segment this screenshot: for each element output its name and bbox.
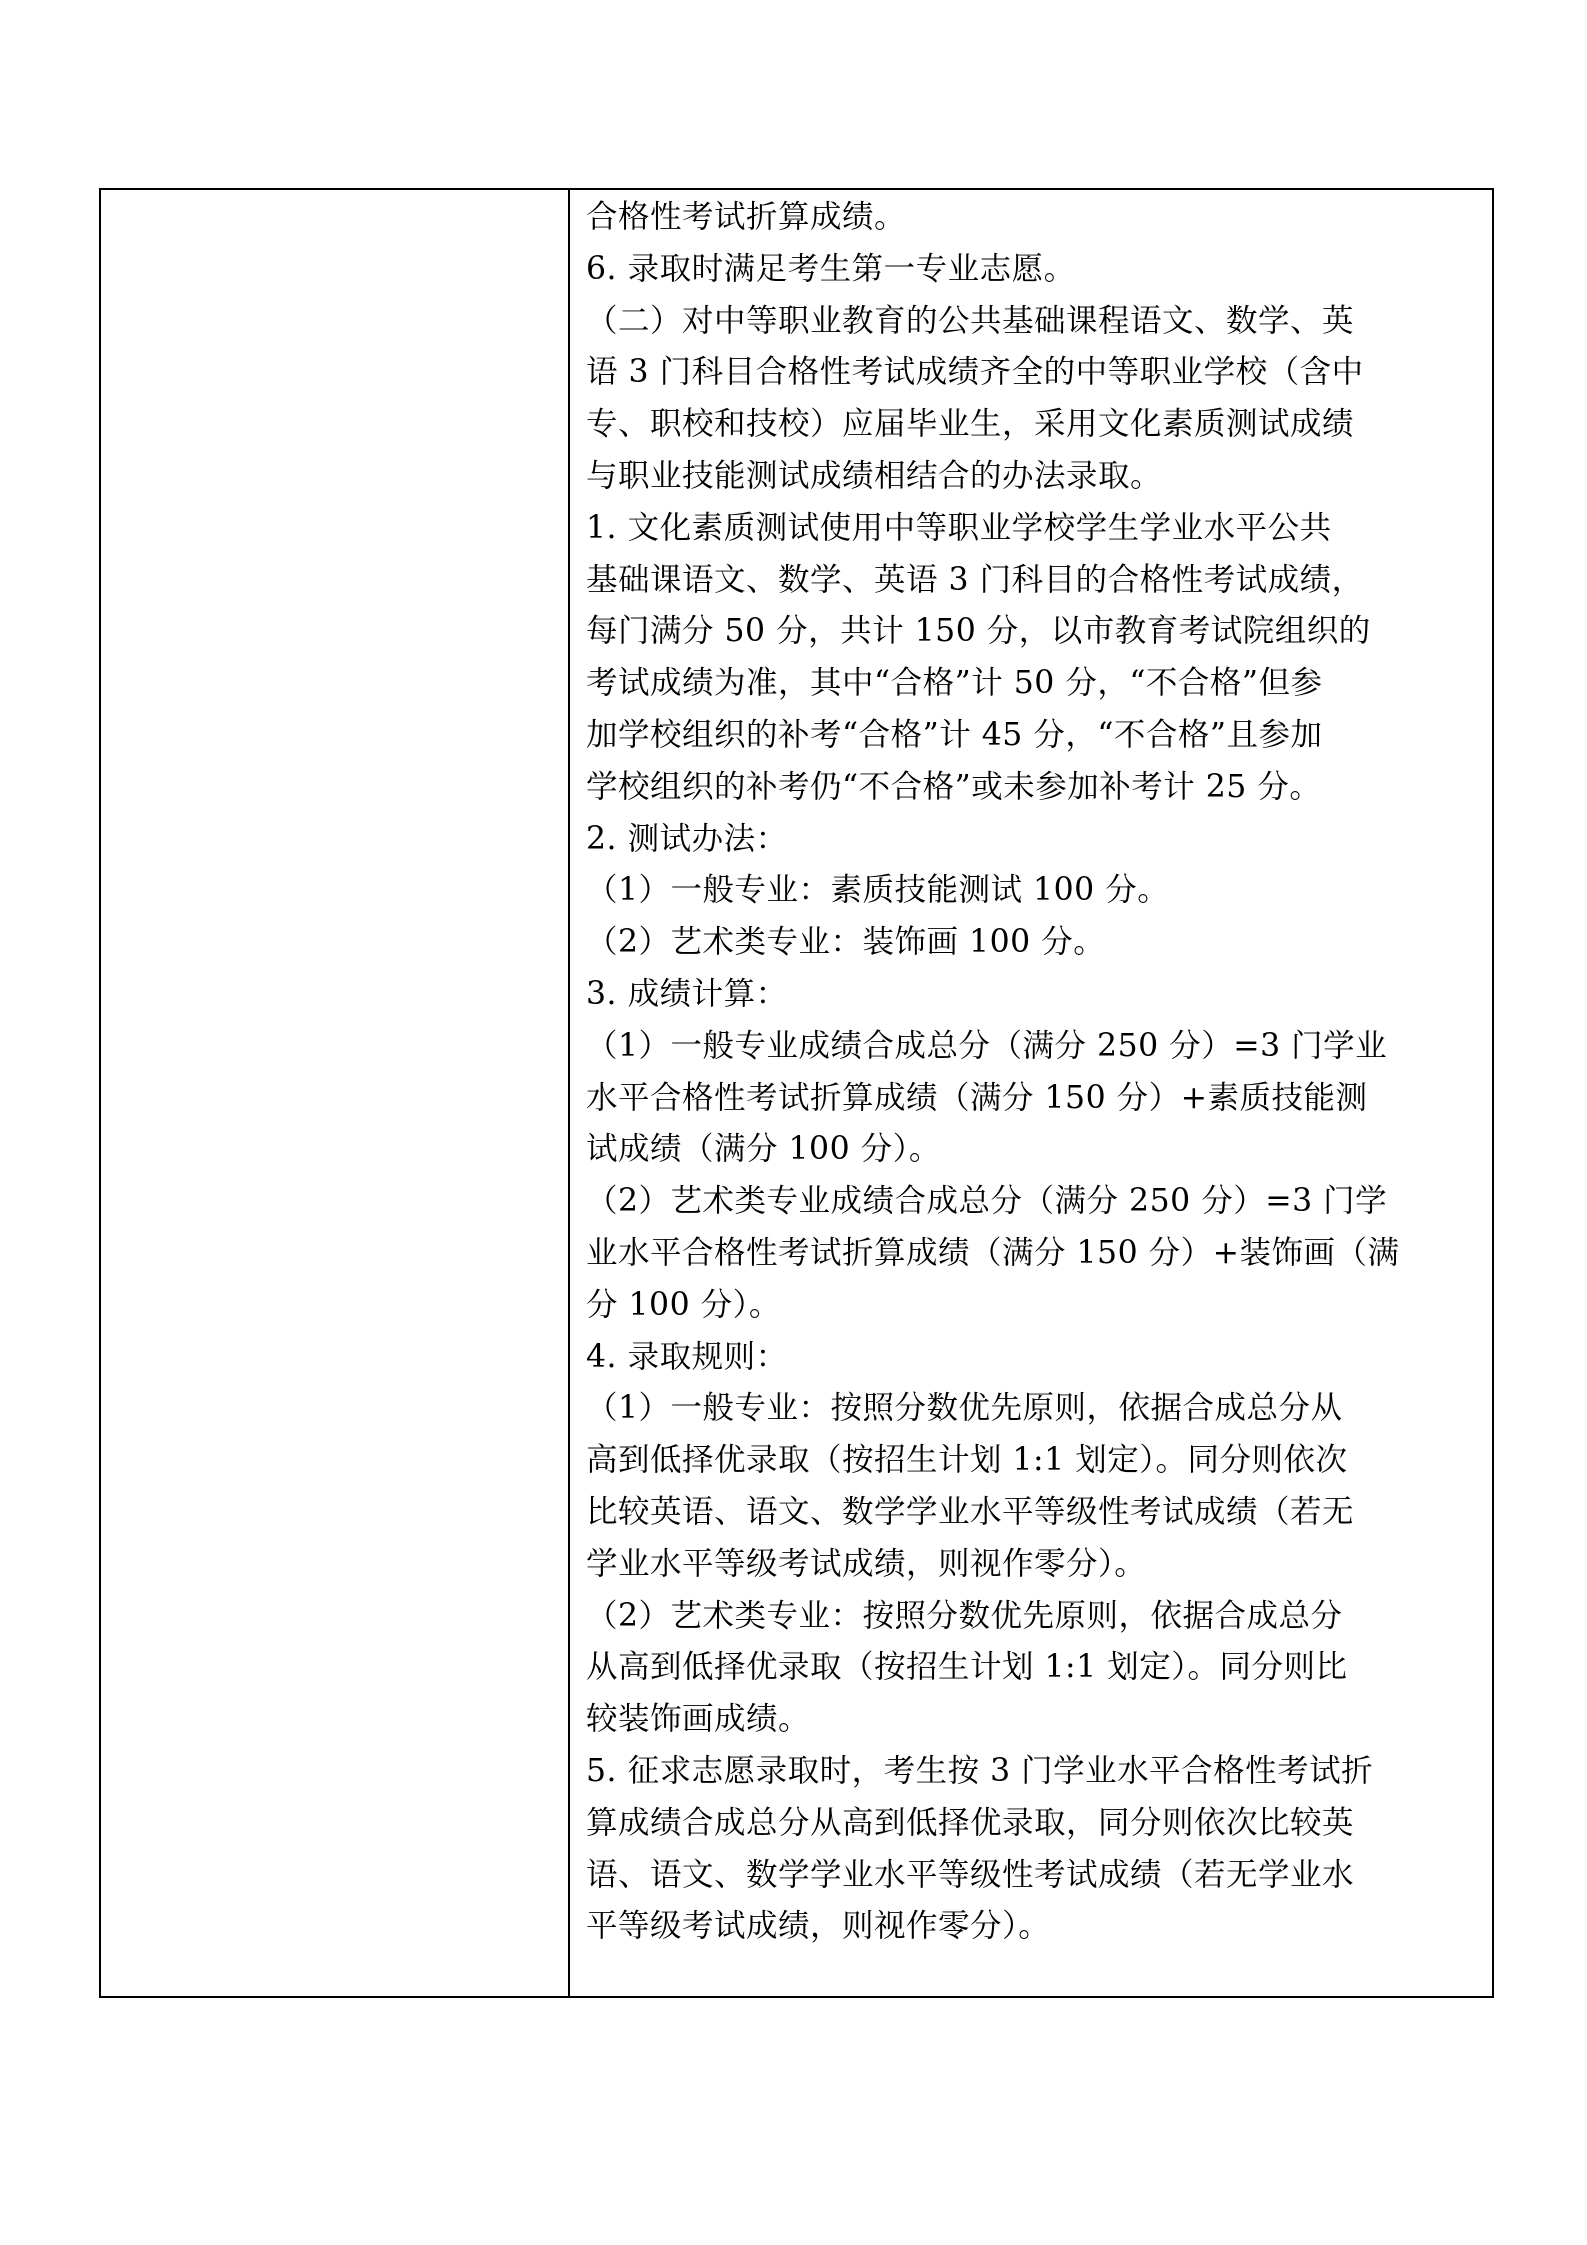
text-line: 算成绩合成总分从高到低择优录取，同分则依次比较英 (586, 1804, 1355, 1841)
rules-text-block (570, 190, 1492, 1953)
text-line: （1）一般专业：素质技能测试 100 分。 (586, 872, 1170, 909)
text-line: 加学校组织的补考“合格”计 45 分，“不合格”且参加 (586, 716, 1323, 753)
text-line: 比较英语、语文、数学学业水平等级性考试成绩（若无 (586, 1493, 1355, 1530)
text-line: 学校组织的补考仍“不合格”或未参加补考计 25 分。 (586, 768, 1322, 805)
text-line: 6. 录取时满足考生第一专业志愿。 (586, 250, 1076, 287)
text-line: （2）艺术类专业：装饰画 100 分。 (586, 924, 1106, 961)
text-line: 考试成绩为准，其中“合格”计 50 分，“不合格”但参 (586, 665, 1323, 702)
admission-rules-table (99, 188, 1494, 1998)
text-line: （2）艺术类专业成绩合成总分（满分 250 分）=3 门学 (586, 1183, 1388, 1220)
text-line: 较装饰画成绩。 (586, 1701, 811, 1738)
text-line: 1. 文化素质测试使用中等职业学校学生学业水平公共 (586, 509, 1332, 546)
text-line: 5. 征求志愿录取时，考生按 3 门学业水平合格性考试折 (586, 1752, 1374, 1789)
text-line: 2. 测试办法： (586, 820, 788, 857)
text-line: 基础课语文、数学、英语 3 门科目的合格性考试成绩， (586, 561, 1364, 598)
text-line: 语 3 门科目合格性考试成绩齐全的中等职业学校（含中 (586, 354, 1364, 391)
text-line: 语、语文、数学学业水平等级性考试成绩（若无学业水 (586, 1856, 1355, 1893)
left-empty-cell (100, 189, 569, 1997)
text-line: 试成绩（满分 100 分）。 (586, 1131, 941, 1168)
text-line: 学业水平等级考试成绩，则视作零分）。 (586, 1545, 1147, 1582)
text-line: 业水平合格性考试折算成绩（满分 150 分）+装饰画（满 (586, 1234, 1400, 1271)
text-line: 4. 录取规则： (586, 1338, 788, 1375)
text-line: （二）对中等职业教育的公共基础课程语文、数学、英 (586, 302, 1355, 339)
text-line: （2）艺术类专业：按照分数优先原则，依据合成总分 (586, 1597, 1343, 1634)
text-line: 合格性考试折算成绩。 (586, 199, 907, 235)
text-line: 每门满分 50 分，共计 150 分，以市教育考试院组织的 (586, 613, 1371, 650)
text-line: （1）一般专业：按照分数优先原则，依据合成总分从 (586, 1390, 1343, 1427)
table-row (100, 189, 1493, 1997)
text-line: 与职业技能测试成绩相结合的办法录取。 (586, 457, 1163, 494)
text-line: 分 100 分）。 (586, 1286, 781, 1323)
text-line: 从高到低择优录取（按招生计划 1:1 划定）。同分则比 (586, 1649, 1348, 1686)
text-line: 3. 成绩计算： (586, 975, 788, 1012)
text-line: 平等级考试成绩，则视作零分）。 (586, 1908, 1051, 1945)
text-line: （1）一般专业成绩合成总分（满分 250 分）=3 门学业 (586, 1027, 1388, 1064)
text-line: 水平合格性考试折算成绩（满分 150 分）+素质技能测 (586, 1079, 1368, 1116)
text-line: 高到低择优录取（按招生计划 1:1 划定）。同分则依次 (586, 1442, 1348, 1479)
text-line: 专、职校和技校）应届毕业生，采用文化素质测试成绩 (586, 406, 1355, 443)
rules-text-cell (569, 189, 1493, 1997)
